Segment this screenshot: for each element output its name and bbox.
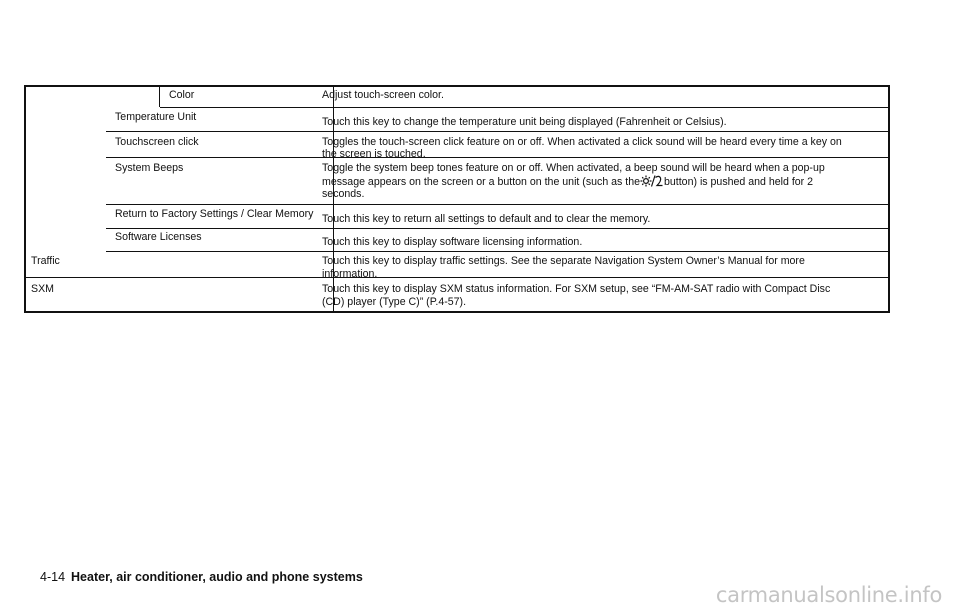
settings-display-icon <box>640 175 664 187</box>
section-title: Heater, air conditioner, audio and phone systems <box>71 570 363 584</box>
watermark: carmanualsonline.info <box>715 583 942 607</box>
settings-table <box>24 85 890 313</box>
row-description: Toggles the touch-screen click feature on or off. When activated a click sound will be heard every time a key on <box>322 136 842 148</box>
row-description: Toggle the system beep tones feature on or off. When activated, a beep sound will be heard when a pop-up <box>322 162 825 174</box>
row-description: Touch this key to return all settings to default and to clear the memory. <box>322 213 651 225</box>
row-divider <box>106 251 890 252</box>
row-divider <box>26 277 890 278</box>
row-description: Touch this key to display software licensing information. <box>322 236 583 248</box>
row-label-touchscreen-click: Touchscreen click <box>115 136 199 148</box>
page-number: 4-14 <box>40 570 66 584</box>
row-label-color: Color <box>169 89 195 101</box>
row-label-temperature-unit: Temperature Unit <box>115 111 197 123</box>
row-label-traffic: Traffic <box>31 255 60 267</box>
row-label-system-beeps: System Beeps <box>115 162 184 174</box>
row-description: Touch this key to change the temperature unit being displayed (Fahrenheit or Celsius). <box>322 116 727 128</box>
row-label-factory-reset: Return to Factory Settings / Clear Memory <box>115 208 314 220</box>
row-divider <box>106 131 890 132</box>
indent-divider <box>159 87 160 107</box>
row-divider <box>106 204 890 205</box>
row-description <box>322 175 813 189</box>
row-description-part: message appears on the screen or a button on the unit (such as the <box>322 176 641 188</box>
row-description: (CD) player (Type C)” (P.4-57). <box>322 296 467 308</box>
row-description: the screen is touched. <box>322 148 426 160</box>
row-label-software-licenses: Software Licenses <box>115 231 202 243</box>
page-footer <box>40 570 363 584</box>
row-description-part: button) is pushed and held for 2 <box>664 176 814 188</box>
row-description: information. <box>322 268 378 280</box>
row-description: Adjust touch-screen color. <box>322 89 444 101</box>
row-description: Touch this key to display SXM status information. For SXM setup, see “FM-AM-SAT radio with Compact Disc <box>322 283 831 295</box>
row-divider <box>160 107 890 108</box>
row-divider <box>106 157 890 158</box>
row-label-sxm: SXM <box>31 283 54 295</box>
row-description: Touch this key to display traffic settings. See the separate Navigation System Owner’s Manual for more <box>322 255 805 267</box>
row-divider <box>106 228 890 229</box>
row-description: seconds. <box>322 188 365 200</box>
